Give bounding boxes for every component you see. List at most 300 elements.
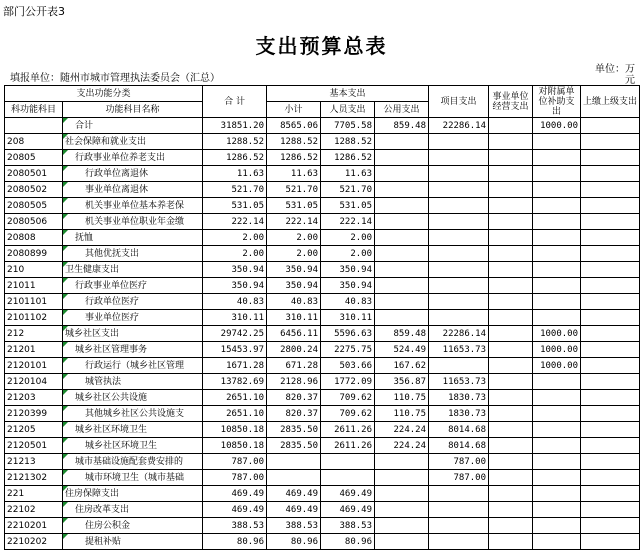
- cell-code: 208: [5, 134, 63, 150]
- cell-total: 2.00: [203, 230, 267, 246]
- cell-subtotal: 521.70: [267, 182, 321, 198]
- cell-personnel: 709.62: [321, 390, 375, 406]
- cell-upper: [581, 374, 640, 390]
- cell-total: 10850.18: [203, 438, 267, 454]
- table-row: [5, 134, 640, 150]
- cell-personnel: 1772.09: [321, 374, 375, 390]
- cell-public: [375, 214, 429, 230]
- cell-project: [429, 246, 489, 262]
- cell-personnel: [321, 470, 375, 486]
- cell-subsidy: [533, 182, 581, 198]
- cell-upper: [581, 390, 640, 406]
- cell-subsidy: [533, 390, 581, 406]
- cell-project: [429, 518, 489, 534]
- header-project: 项目支出: [429, 86, 489, 118]
- cell-name: 住房公积金: [63, 518, 203, 534]
- cell-code: 2120501: [5, 438, 63, 454]
- cell-project: [429, 150, 489, 166]
- cell-personnel: 350.94: [321, 262, 375, 278]
- cell-project: [429, 310, 489, 326]
- cell-subsidy: [533, 518, 581, 534]
- cell-enterprise: [489, 342, 533, 358]
- cell-personnel: 2275.75: [321, 342, 375, 358]
- cell-name: 机关事业单位基本养老保: [63, 198, 203, 214]
- cell-personnel: 469.49: [321, 486, 375, 502]
- cell-public: 110.75: [375, 390, 429, 406]
- cell-subtotal: [267, 470, 321, 486]
- table-row: [5, 150, 640, 166]
- cell-public: [375, 262, 429, 278]
- header-public: 公用支出: [375, 102, 429, 118]
- cell-project: [429, 198, 489, 214]
- cell-name: 行政事业单位养老支出: [63, 150, 203, 166]
- cell-upper: [581, 182, 640, 198]
- cell-upper: [581, 358, 640, 374]
- cell-public: [375, 518, 429, 534]
- cell-subtotal: 2800.24: [267, 342, 321, 358]
- cell-project: [429, 502, 489, 518]
- cell-code: 21203: [5, 390, 63, 406]
- cell-total: 531.05: [203, 198, 267, 214]
- cell-enterprise: [489, 326, 533, 342]
- cell-subsidy: 1000.00: [533, 342, 581, 358]
- cell-enterprise: [489, 406, 533, 422]
- cell-subtotal: 469.49: [267, 502, 321, 518]
- cell-subtotal: 2835.50: [267, 422, 321, 438]
- cell-subtotal: 350.94: [267, 262, 321, 278]
- cell-total: 13782.69: [203, 374, 267, 390]
- cell-project: 11653.73: [429, 342, 489, 358]
- header-subsidy: 对附属单位补助支出: [533, 86, 581, 118]
- cell-project: [429, 214, 489, 230]
- cell-subtotal: [267, 454, 321, 470]
- cell-project: [429, 486, 489, 502]
- cell-subtotal: 2.00: [267, 230, 321, 246]
- cell-upper: [581, 534, 640, 550]
- cell-project: [429, 262, 489, 278]
- table-row: [5, 326, 640, 342]
- cell-project: 787.00: [429, 470, 489, 486]
- cell-subtotal: 310.11: [267, 310, 321, 326]
- table-row: [5, 262, 640, 278]
- cell-subtotal: 820.37: [267, 406, 321, 422]
- report-number-label: 部门公开表3: [3, 5, 65, 18]
- cell-subtotal: 671.28: [267, 358, 321, 374]
- cell-code: 21205: [5, 422, 63, 438]
- cell-subsidy: [533, 214, 581, 230]
- cell-enterprise: [489, 214, 533, 230]
- table-row: [5, 342, 640, 358]
- table-row: [5, 390, 640, 406]
- cell-total: 29742.25: [203, 326, 267, 342]
- cell-name: 城乡社区公共设施: [63, 390, 203, 406]
- cell-total: 40.83: [203, 294, 267, 310]
- cell-subsidy: [533, 470, 581, 486]
- cell-total: 787.00: [203, 470, 267, 486]
- cell-code: [5, 118, 63, 134]
- table-row: [5, 182, 640, 198]
- cell-personnel: 2611.26: [321, 422, 375, 438]
- cell-public: 167.62: [375, 358, 429, 374]
- header-upper: 上缴上级支出: [581, 86, 640, 118]
- cell-subtotal: 2835.50: [267, 438, 321, 454]
- cell-total: 1671.28: [203, 358, 267, 374]
- cell-subsidy: [533, 438, 581, 454]
- cell-enterprise: [489, 198, 533, 214]
- cell-enterprise: [489, 502, 533, 518]
- cell-code: 20805: [5, 150, 63, 166]
- cell-enterprise: [489, 390, 533, 406]
- cell-enterprise: [489, 310, 533, 326]
- cell-personnel: 709.62: [321, 406, 375, 422]
- cell-public: 859.48: [375, 326, 429, 342]
- cell-upper: [581, 294, 640, 310]
- cell-subsidy: [533, 454, 581, 470]
- cell-name: 社会保障和就业支出: [63, 134, 203, 150]
- cell-code: 221: [5, 486, 63, 502]
- cell-enterprise: [489, 358, 533, 374]
- cell-subtotal: 531.05: [267, 198, 321, 214]
- cell-code: 2080501: [5, 166, 63, 182]
- cell-public: [375, 166, 429, 182]
- cell-public: [375, 502, 429, 518]
- cell-upper: [581, 214, 640, 230]
- cell-public: 859.48: [375, 118, 429, 134]
- cell-upper: [581, 486, 640, 502]
- cell-enterprise: [489, 374, 533, 390]
- cell-project: [429, 294, 489, 310]
- cell-subsidy: 1000.00: [533, 358, 581, 374]
- cell-subsidy: [533, 246, 581, 262]
- cell-name: 提租补贴: [63, 534, 203, 550]
- cell-public: [375, 486, 429, 502]
- cell-enterprise: [489, 518, 533, 534]
- cell-subtotal: 80.96: [267, 534, 321, 550]
- cell-enterprise: [489, 454, 533, 470]
- cell-total: 80.96: [203, 534, 267, 550]
- cell-personnel: 469.49: [321, 502, 375, 518]
- header-total: 合 计: [203, 86, 267, 118]
- cell-subsidy: [533, 486, 581, 502]
- cell-subsidy: [533, 134, 581, 150]
- cell-total: 2651.10: [203, 406, 267, 422]
- cell-public: 524.49: [375, 342, 429, 358]
- cell-enterprise: [489, 486, 533, 502]
- cell-personnel: 5596.63: [321, 326, 375, 342]
- cell-personnel: 310.11: [321, 310, 375, 326]
- table-row: [5, 438, 640, 454]
- cell-code: 2120104: [5, 374, 63, 390]
- cell-upper: [581, 342, 640, 358]
- table-row: [5, 198, 640, 214]
- cell-name: 抚恤: [63, 230, 203, 246]
- cell-personnel: 531.05: [321, 198, 375, 214]
- table-row: [5, 374, 640, 390]
- cell-name: 事业单位离退休: [63, 182, 203, 198]
- cell-upper: [581, 246, 640, 262]
- cell-enterprise: [489, 166, 533, 182]
- cell-name: 城乡社区管理事务: [63, 342, 203, 358]
- cell-code: 2080899: [5, 246, 63, 262]
- cell-personnel: 350.94: [321, 278, 375, 294]
- cell-enterprise: [489, 230, 533, 246]
- table-row: [5, 486, 640, 502]
- cell-enterprise: [489, 534, 533, 550]
- table-row: [5, 278, 640, 294]
- cell-code: 2080502: [5, 182, 63, 198]
- cell-subsidy: [533, 422, 581, 438]
- cell-upper: [581, 438, 640, 454]
- cell-public: [375, 150, 429, 166]
- cell-enterprise: [489, 294, 533, 310]
- cell-project: 11653.73: [429, 374, 489, 390]
- cell-code: 22102: [5, 502, 63, 518]
- cell-total: 350.94: [203, 278, 267, 294]
- cell-name: 行政单位医疗: [63, 294, 203, 310]
- table-row: [5, 294, 640, 310]
- cell-public: [375, 294, 429, 310]
- cell-subtotal: 2128.96: [267, 374, 321, 390]
- cell-project: 1830.73: [429, 390, 489, 406]
- cell-code: 2101101: [5, 294, 63, 310]
- cell-name: 住房改革支出: [63, 502, 203, 518]
- cell-total: 310.11: [203, 310, 267, 326]
- cell-subsidy: [533, 198, 581, 214]
- table-row: [5, 518, 640, 534]
- cell-project: [429, 182, 489, 198]
- cell-personnel: 2611.26: [321, 438, 375, 454]
- cell-personnel: 11.63: [321, 166, 375, 182]
- table-row: [5, 246, 640, 262]
- cell-upper: [581, 150, 640, 166]
- cell-total: 787.00: [203, 454, 267, 470]
- table-row: [5, 118, 640, 134]
- cell-upper: [581, 518, 640, 534]
- cell-code: 21201: [5, 342, 63, 358]
- filing-unit-label: 填报单位：随州市城市管理执法委员会（汇总）: [10, 73, 220, 84]
- cell-name: 城市基础设施配套费安排的: [63, 454, 203, 470]
- cell-personnel: 40.83: [321, 294, 375, 310]
- cell-total: 350.94: [203, 262, 267, 278]
- cell-public: 224.24: [375, 422, 429, 438]
- cell-name: 城乡社区支出: [63, 326, 203, 342]
- cell-personnel: 1288.52: [321, 134, 375, 150]
- cell-subtotal: 469.49: [267, 486, 321, 502]
- page-title: 支出预算总表: [255, 34, 388, 58]
- cell-subtotal: 350.94: [267, 278, 321, 294]
- table-row: [5, 470, 640, 486]
- cell-total: 10850.18: [203, 422, 267, 438]
- cell-upper: [581, 134, 640, 150]
- cell-subtotal: 820.37: [267, 390, 321, 406]
- header-personnel: 人员支出: [321, 102, 375, 118]
- cell-total: 469.49: [203, 486, 267, 502]
- cell-enterprise: [489, 438, 533, 454]
- cell-subsidy: [533, 150, 581, 166]
- cell-subsidy: [533, 374, 581, 390]
- cell-total: 222.14: [203, 214, 267, 230]
- cell-project: [429, 134, 489, 150]
- cell-name: 行政事业单位医疗: [63, 278, 203, 294]
- cell-personnel: 388.53: [321, 518, 375, 534]
- cell-code: 2080506: [5, 214, 63, 230]
- cell-name: 合计: [63, 118, 203, 134]
- cell-total: 11.63: [203, 166, 267, 182]
- cell-upper: [581, 230, 640, 246]
- cell-subsidy: [533, 502, 581, 518]
- cell-code: 212: [5, 326, 63, 342]
- cell-name: 机关事业单位职业年金缴: [63, 214, 203, 230]
- cell-subsidy: [533, 230, 581, 246]
- cell-name: 事业单位医疗: [63, 310, 203, 326]
- cell-project: [429, 534, 489, 550]
- table-row: [5, 166, 640, 182]
- cell-enterprise: [489, 422, 533, 438]
- cell-public: [375, 198, 429, 214]
- cell-total: 388.53: [203, 518, 267, 534]
- cell-public: [375, 182, 429, 198]
- cell-subsidy: [533, 262, 581, 278]
- cell-name: 城管执法: [63, 374, 203, 390]
- cell-public: 224.24: [375, 438, 429, 454]
- cell-personnel: 7705.58: [321, 118, 375, 134]
- cell-upper: [581, 310, 640, 326]
- cell-personnel: 521.70: [321, 182, 375, 198]
- cell-subtotal: 1288.52: [267, 134, 321, 150]
- cell-name: 城乡社区环境卫生: [63, 438, 203, 454]
- cell-personnel: [321, 454, 375, 470]
- cell-upper: [581, 262, 640, 278]
- table-row: [5, 406, 640, 422]
- cell-total: 31851.20: [203, 118, 267, 134]
- cell-enterprise: [489, 246, 533, 262]
- cell-code: 2120399: [5, 406, 63, 422]
- cell-total: 2651.10: [203, 390, 267, 406]
- cell-upper: [581, 278, 640, 294]
- cell-enterprise: [489, 118, 533, 134]
- cell-code: 2080505: [5, 198, 63, 214]
- cell-project: 22286.14: [429, 326, 489, 342]
- cell-name: 其他优抚支出: [63, 246, 203, 262]
- cell-code: 2210201: [5, 518, 63, 534]
- cell-upper: [581, 422, 640, 438]
- header-enterprise: 事业单位经营支出: [489, 86, 533, 118]
- cell-personnel: 80.96: [321, 534, 375, 550]
- cell-subtotal: 40.83: [267, 294, 321, 310]
- cell-total: 1286.52: [203, 150, 267, 166]
- cell-total: 2.00: [203, 246, 267, 262]
- cell-code: 2101102: [5, 310, 63, 326]
- table-row: [5, 502, 640, 518]
- header-name: 功能科目名称: [63, 102, 203, 118]
- cell-project: [429, 278, 489, 294]
- table-row: [5, 358, 640, 374]
- cell-name: 其他城乡社区公共设施支: [63, 406, 203, 422]
- table-row: [5, 230, 640, 246]
- cell-personnel: 1286.52: [321, 150, 375, 166]
- header-subtotal: 小计: [267, 102, 321, 118]
- budget-table: [4, 85, 640, 550]
- header-category-group: 支出功能分类: [5, 86, 203, 102]
- cell-name: 住房保障支出: [63, 486, 203, 502]
- cell-name: 卫生健康支出: [63, 262, 203, 278]
- table-row: [5, 454, 640, 470]
- cell-subsidy: [533, 278, 581, 294]
- table-row: [5, 534, 640, 550]
- cell-subtotal: 1286.52: [267, 150, 321, 166]
- cell-upper: [581, 326, 640, 342]
- cell-personnel: 503.66: [321, 358, 375, 374]
- cell-upper: [581, 454, 640, 470]
- cell-public: 356.87: [375, 374, 429, 390]
- cell-upper: [581, 198, 640, 214]
- cell-subtotal: 8565.06: [267, 118, 321, 134]
- table-row: [5, 310, 640, 326]
- cell-total: 1288.52: [203, 134, 267, 150]
- cell-name: 行政运行（城乡社区管理: [63, 358, 203, 374]
- cell-project: 787.00: [429, 454, 489, 470]
- cell-enterprise: [489, 262, 533, 278]
- cell-code: 21213: [5, 454, 63, 470]
- header-code: 科功能科目: [5, 102, 63, 118]
- cell-subsidy: [533, 310, 581, 326]
- cell-subtotal: 388.53: [267, 518, 321, 534]
- cell-public: [375, 246, 429, 262]
- cell-subsidy: 1000.00: [533, 118, 581, 134]
- cell-name: 城乡社区环境卫生: [63, 422, 203, 438]
- table-row: [5, 422, 640, 438]
- cell-public: [375, 454, 429, 470]
- cell-public: [375, 534, 429, 550]
- cell-enterprise: [489, 278, 533, 294]
- cell-total: 521.70: [203, 182, 267, 198]
- cell-upper: [581, 502, 640, 518]
- cell-name: 行政单位离退休: [63, 166, 203, 182]
- cell-project: 8014.68: [429, 422, 489, 438]
- cell-subtotal: 222.14: [267, 214, 321, 230]
- cell-code: 21011: [5, 278, 63, 294]
- cell-project: [429, 358, 489, 374]
- cell-subtotal: 11.63: [267, 166, 321, 182]
- cell-personnel: 2.00: [321, 246, 375, 262]
- cell-project: 1830.73: [429, 406, 489, 422]
- cell-project: [429, 230, 489, 246]
- cell-name: 城市环境卫生（城市基础: [63, 470, 203, 486]
- currency-unit-label: 单位：万元: [595, 64, 635, 86]
- cell-upper: [581, 118, 640, 134]
- cell-personnel: 222.14: [321, 214, 375, 230]
- cell-subtotal: 6456.11: [267, 326, 321, 342]
- cell-subsidy: [533, 534, 581, 550]
- cell-upper: [581, 166, 640, 182]
- cell-code: 210: [5, 262, 63, 278]
- header-basic-group: 基本支出: [267, 86, 429, 102]
- cell-public: [375, 134, 429, 150]
- cell-subsidy: [533, 406, 581, 422]
- table-row: [5, 214, 640, 230]
- cell-project: 22286.14: [429, 118, 489, 134]
- cell-subsidy: [533, 294, 581, 310]
- cell-enterprise: [489, 470, 533, 486]
- cell-code: 20808: [5, 230, 63, 246]
- cell-enterprise: [489, 150, 533, 166]
- cell-public: [375, 230, 429, 246]
- cell-subsidy: 1000.00: [533, 326, 581, 342]
- cell-code: 2210202: [5, 534, 63, 550]
- cell-total: 15453.97: [203, 342, 267, 358]
- cell-enterprise: [489, 182, 533, 198]
- cell-upper: [581, 406, 640, 422]
